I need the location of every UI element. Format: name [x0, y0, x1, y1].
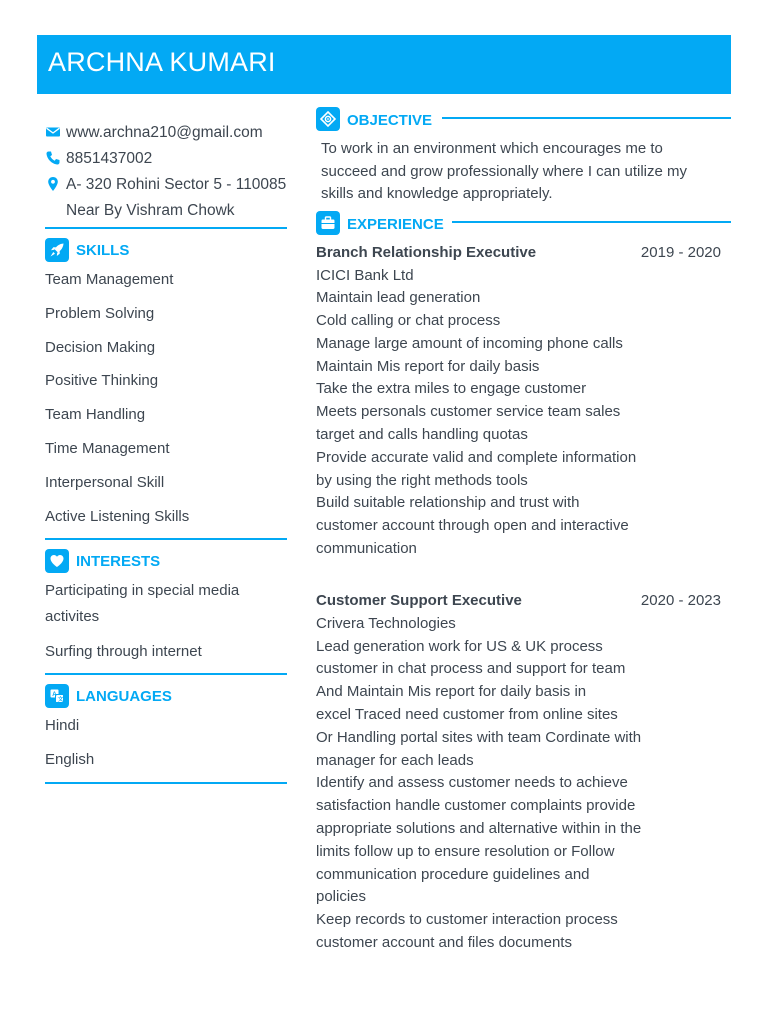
objective-line: skills and knowledge appropriately. [321, 185, 553, 202]
heart-icon [49, 553, 65, 569]
job-line: Maintain Mis report for daily basis [316, 357, 540, 375]
phone-text: 8851437002 [66, 150, 153, 167]
heading-rule [442, 117, 731, 119]
divider [45, 538, 287, 540]
contact-phone[interactable] [45, 146, 287, 172]
job-line: satisfaction handle customer complaints provide [316, 797, 636, 815]
job-line: customer in chat process and support for team [316, 660, 626, 678]
skill-item: Time Management [45, 439, 170, 457]
interest-item: Surfing through internet [45, 642, 202, 660]
divider [45, 227, 287, 229]
skill-item: Problem Solving [45, 304, 155, 322]
objective-text [316, 138, 731, 206]
target-icon [320, 111, 336, 127]
translate-icon [49, 688, 65, 704]
experience-heading [316, 211, 731, 237]
objective-title: OBJECTIVE [347, 112, 433, 129]
address-line-2: Near By Vishram Chowk [66, 202, 235, 219]
svg-text:A: A [52, 691, 57, 698]
skill-item: Team Handling [45, 406, 146, 424]
right-column [316, 107, 731, 955]
job-line: Provide accurate valid and complete information [316, 448, 637, 466]
left-column [45, 120, 287, 784]
skills-list [45, 268, 287, 538]
job-line: Take the extra miles to engage customer [316, 380, 587, 398]
rocket-icon [49, 242, 65, 258]
job-line: target and calls handling quotas [316, 426, 528, 444]
location-icon [45, 176, 61, 192]
skill-item: Decision Making [45, 338, 156, 356]
job-line: And Maintain Mis report for daily basis in [316, 683, 587, 701]
skill-item: Active Listening Skills [45, 507, 190, 525]
job-line: Lead generation work for US & UK process [316, 637, 603, 655]
job-line: Build suitable relationship and trust with [316, 494, 580, 512]
job-line: by using the right methods tools [316, 471, 528, 489]
job-line: communication [316, 540, 417, 558]
job-title: Customer Support Executive [316, 591, 522, 609]
skill-item: Interpersonal Skill [45, 473, 165, 491]
address-line-1: A- 320 Rohini Sector 5 - 110085 [66, 176, 287, 193]
job-line: ICICI Bank Ltd [316, 266, 414, 284]
job-line: limits follow up to ensure resolution or Follow [316, 842, 615, 860]
job-line: Keep records to customer interaction process [316, 911, 618, 929]
job-line: excel Traced need customer from online sites [316, 706, 618, 724]
job-line: Or Handling portal sites with team Cordinate with [316, 728, 642, 746]
objective-icon-box [316, 107, 340, 131]
job-header [316, 590, 731, 613]
job-details [316, 613, 731, 955]
job-entry [316, 590, 731, 955]
contact-address [45, 172, 287, 198]
candidate-name: ARCHNA KUMARI [48, 47, 276, 77]
job-dates: 2019 - 2020 [640, 243, 721, 261]
job-line: Identify and assess customer needs to achieve [316, 774, 628, 792]
job-line: customer account and files documents [316, 934, 572, 952]
email-icon [45, 124, 61, 140]
briefcase-icon [320, 215, 336, 231]
job-dates: 2020 - 2023 [640, 591, 721, 609]
phone-icon [45, 150, 61, 166]
job-details [316, 265, 731, 561]
skills-heading [45, 238, 287, 264]
job-line: manager for each leads [316, 751, 474, 769]
skill-item: Team Management [45, 271, 174, 288]
interests-title: INTERESTS [76, 553, 161, 571]
languages-list [45, 714, 287, 782]
skills-title: SKILLS [76, 242, 130, 259]
job-line: Maintain lead generation [316, 289, 481, 307]
languages-title: LANGUAGES [76, 687, 172, 705]
job-line: Manage large amount of incoming phone calls [316, 334, 623, 352]
job-entry [316, 242, 731, 561]
divider [45, 782, 287, 784]
language-item: Hindi [45, 716, 80, 734]
interests-list [45, 579, 287, 673]
languages-heading [45, 684, 287, 710]
experience-icon-box [316, 211, 340, 235]
job-line: policies [316, 888, 367, 906]
heading-rule [452, 221, 731, 223]
contact-email[interactable] [45, 120, 287, 146]
objective-line: To work in an environment which encourages me to [321, 140, 663, 157]
languages-icon-box [45, 684, 69, 708]
divider [45, 673, 287, 675]
job-line: appropriate solutions and alternative within in the [316, 820, 642, 838]
header-banner [37, 35, 731, 94]
job-line: Cold calling or chat process [316, 312, 501, 330]
objective-line: succeed and grow professionally where I can utilize my [321, 162, 688, 180]
job-line: communication procedure guidelines and [316, 865, 590, 883]
interests-heading [45, 549, 287, 575]
interest-item-cont: activites [45, 608, 100, 626]
skill-item: Positive Thinking [45, 372, 159, 390]
job-line: Crivera Technologies [316, 614, 456, 632]
svg-text:文: 文 [57, 696, 64, 703]
job-line: customer account through open and interactive [316, 517, 629, 535]
job-header [316, 242, 731, 265]
experience-title: EXPERIENCE [347, 215, 444, 233]
interests-icon-box [45, 549, 69, 573]
email-text: www.archna210@gmail.com [66, 124, 263, 141]
language-item: English [45, 750, 95, 768]
interest-item: Participating in special media [45, 582, 240, 600]
skills-icon-box [45, 238, 69, 262]
job-line: Meets personals customer service team sales [316, 403, 621, 421]
job-title: Branch Relationship Executive [316, 243, 537, 261]
contact-address-cont [45, 198, 287, 224]
objective-heading [316, 107, 731, 133]
